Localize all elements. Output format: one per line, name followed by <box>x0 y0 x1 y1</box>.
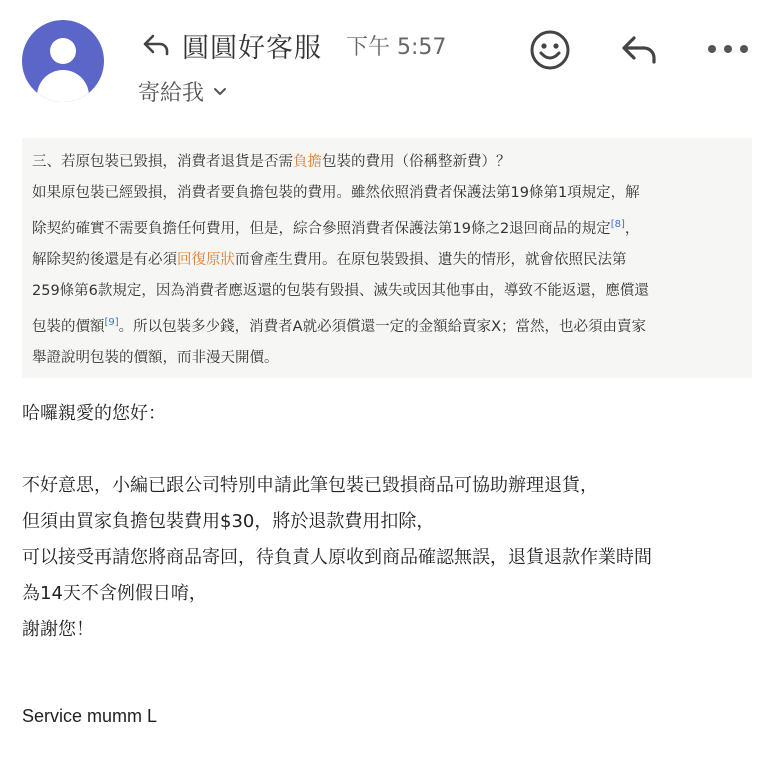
dot <box>708 45 716 53</box>
greeting: 哈囉親愛的您好： <box>22 403 166 424</box>
body-line-3: 可以接受再請您將商品寄回，待負責人原收到商品確認無誤，退貨退款作業時間 <box>22 547 652 568</box>
quote-line <box>32 307 742 343</box>
dot <box>740 45 748 53</box>
quote-title-highlight: 負擔 <box>293 154 322 170</box>
quote-line <box>32 245 742 276</box>
citation-link[interactable]: [9] <box>104 316 119 328</box>
quote-highlight: 回復原狀 <box>177 251 235 268</box>
quote-text: 解除契約後還是有必須 <box>32 251 177 268</box>
reply-icon[interactable] <box>618 30 662 70</box>
quote-text: 而會產生費用。在原包裝毀損、遺失的情形，就會依照民法第 <box>235 251 627 268</box>
quote-line <box>32 209 742 245</box>
citation-link[interactable]: [8] <box>610 219 625 230</box>
sender-name: 圓圓好客服 <box>182 33 322 64</box>
recipient-toggle[interactable] <box>138 76 228 107</box>
closing: 謝謝您！ <box>22 619 94 640</box>
email-body <box>22 396 762 648</box>
quote-title-text: 三、若原包裝已毀損，消費者退貨是否需 <box>32 154 293 170</box>
quote-line <box>32 343 742 374</box>
quote-title <box>32 150 742 174</box>
quote-title-text: 包裝的費用（俗稱整新費）？ <box>322 154 511 170</box>
quote-text: 。所以包裝多少錢，消費者A就必須償還一定的金額給賣家X；當然，也必須由賣家 <box>118 318 647 335</box>
quote-body <box>32 178 742 374</box>
body-line-4: 為14天不含例假日唷， <box>22 583 207 604</box>
sent-time: 下午 5:57 <box>346 35 447 60</box>
body-line-1: 不好意思，小編已跟公司特別申請此筆包裝已毀損商品可協助辦理退貨， <box>22 475 598 496</box>
smiley-icon[interactable] <box>528 28 572 72</box>
quote-text: 除契約確實不需要負擔任何費用，但是，綜合參照消費者保護法第19條之2退回商品的規定 <box>32 220 611 237</box>
quote-text: 259條第6款規定，因為消費者應返還的包裝有毀損、滅失或因其他事由，導致不能返還，應償還 <box>32 282 649 299</box>
body-line-2: 但須由買家負擔包裝費用$30，將於退款費用扣除， <box>22 511 435 532</box>
reply-arrow-icon <box>140 28 172 60</box>
more-dots-icon[interactable] <box>708 36 748 62</box>
quote-text: 如果原包裝已經毀損，消費者要負擔包裝的費用。雖然依照消費者保護法第19條第1項規定，解 <box>32 185 640 201</box>
quoted-legal-excerpt <box>22 138 752 378</box>
blank-line <box>22 432 762 468</box>
dot <box>724 45 732 53</box>
quote-text: ， <box>624 220 640 237</box>
recipient-label: 寄給我 <box>138 81 205 106</box>
quote-text: 舉證說明包裝的價額，而非漫天開價。 <box>32 349 279 366</box>
quote-line <box>32 276 742 307</box>
person-icon-head <box>50 38 76 64</box>
chevron-down-icon <box>212 84 228 100</box>
quote-text: 包裝的價額 <box>32 318 105 335</box>
person-icon-body <box>37 70 89 102</box>
sender-avatar[interactable] <box>22 20 104 102</box>
quote-line <box>32 178 742 209</box>
email-header <box>0 0 777 120</box>
signature: Service mumm L <box>22 706 158 726</box>
